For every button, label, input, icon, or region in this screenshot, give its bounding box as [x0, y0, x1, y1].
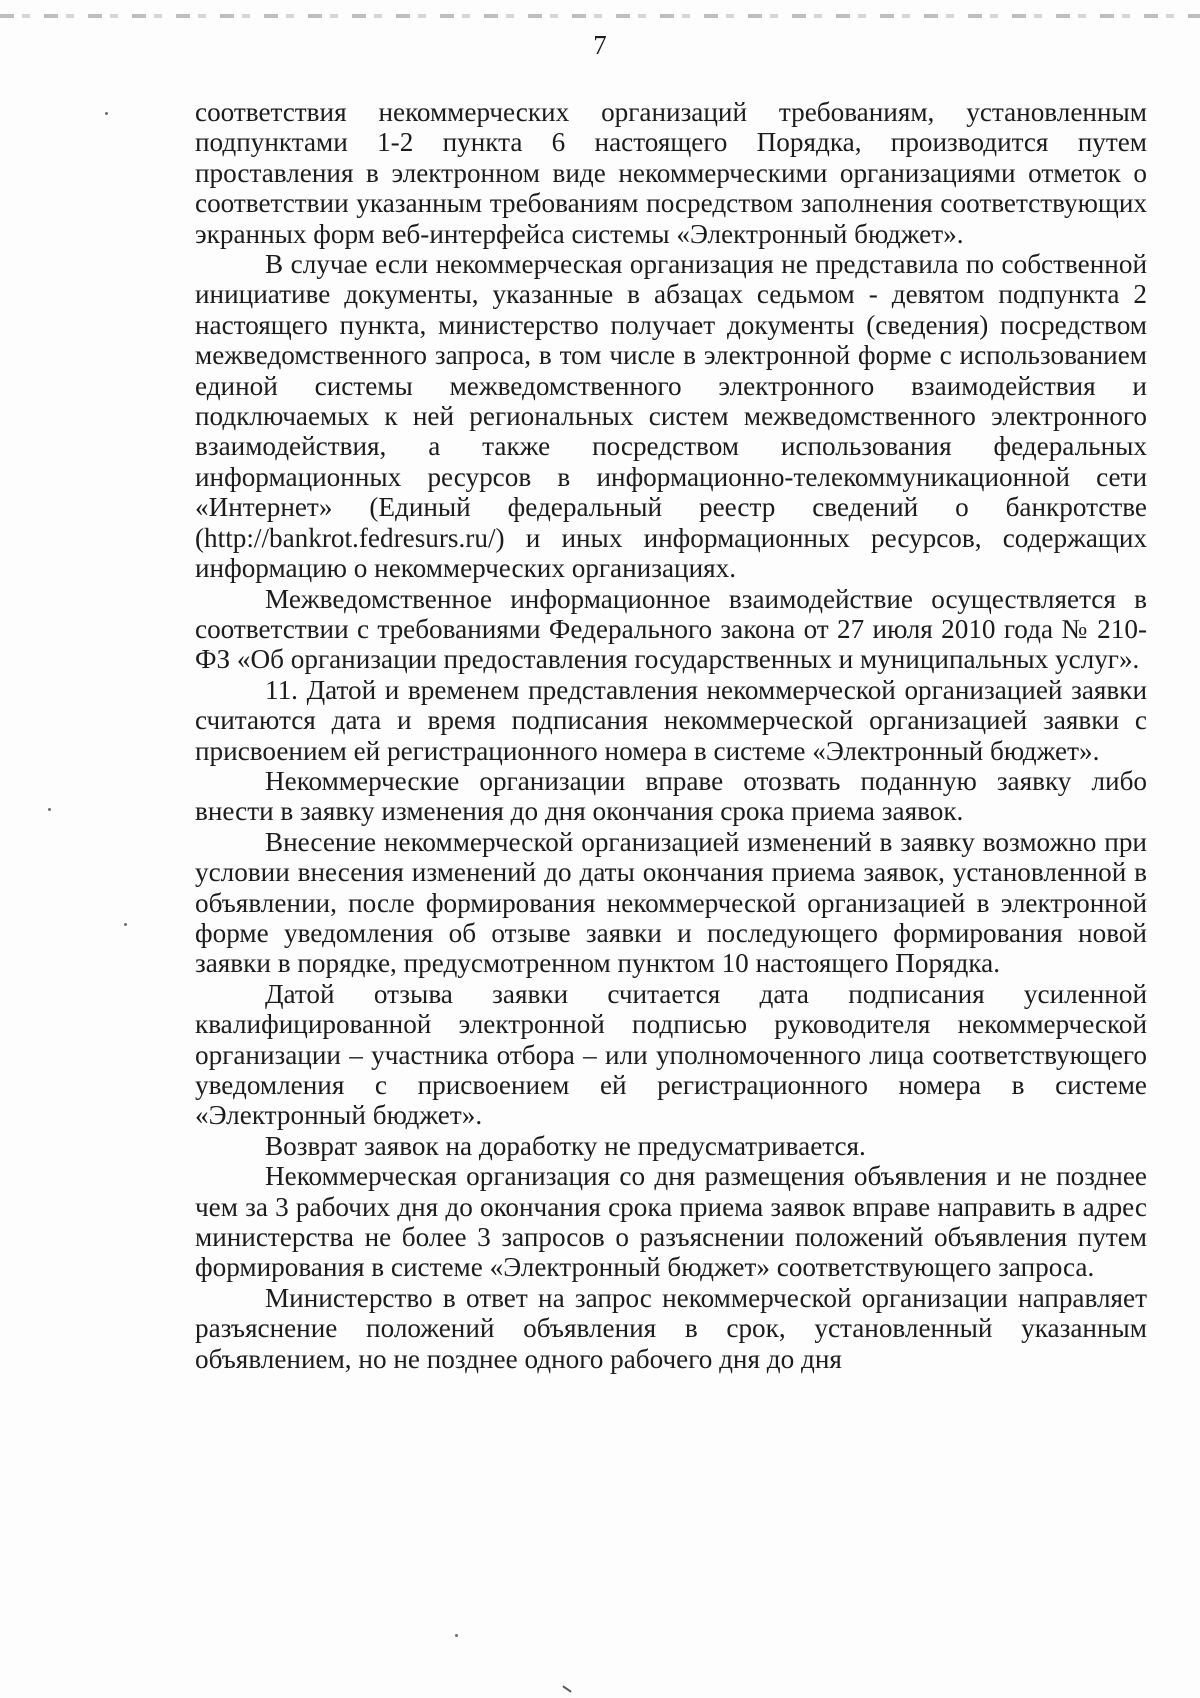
scan-speck	[105, 112, 108, 115]
paragraph-withdraw-date: Датой отзыва заявки считается дата подписания усиленной квалифицированной электронной подписью руководителя некоммерческой организации – участника отбора – или уполномоченного лица соответствующего уведомления с присвоением ей регистрационного номера в системе «Электронный бюджет».	[195, 978, 1147, 1131]
scan-speck	[455, 1634, 458, 1637]
scan-top-edge-artifact	[0, 14, 1200, 18]
scan-speck	[48, 808, 51, 811]
paragraph-no-return: Возврат заявок на доработку не предусматривается.	[265, 1130, 866, 1161]
paragraph-changes: Внесение некоммерческой организацией изменений в заявку возможно при условии внесения изменений до даты окончания приема заявок, установленной в объявлении, после формирования некоммерческой организацией в электронной форме уведомления об отзыве заявки и последующего формирования новой заявки в порядке, предусмотренном пунктом 10 настоящего Порядка.	[195, 826, 1147, 979]
document-body	[195, 97, 1147, 1374]
paragraph-continuation: соответствия некоммерческих организаций требованиям, установленным подпунктами 1-2 пункта 6 настоящего Порядка, производится путем проставления в электронном виде некоммерческими организациями отметок о соответствии указанным требованиям посредством заполнения соответствующих экранных форм веб-интерфейса системы «Электронный бюджет».	[195, 97, 1147, 249]
paragraph-interagency-interaction: Межведомственное информационное взаимодействие осуществляется в соответствии с требованиями Федерального закона от 27 июля 2010 года № 210-ФЗ «Об организации предоставления государственных и муниципальных услуг».	[195, 583, 1147, 675]
page-number: 7	[593, 30, 607, 60]
paragraph-item-11: 11. Датой и временем представления некоммерческой организацией заявки считаются дата и время подписания некоммерческой организацией заявки с присвоением ей регистрационного номера в системе «Электронный бюджет».	[195, 674, 1147, 766]
paragraph-clarification-request: Некоммерческая организация со дня размещения объявления и не позднее чем за 3 рабочих дня до окончания срока приема заявок вправе направить в адрес министерства не более 3 запросов о разъяснении положений объявления путем формирования в системе «Электронный бюджет» соответствующего запроса.	[195, 1161, 1147, 1283]
scan-speck	[124, 923, 127, 926]
paragraph-withdraw-right: Некоммерческие организации вправе отозвать поданную заявку либо внести в заявку изменения до дня окончания срока приема заявок.	[195, 765, 1147, 827]
paragraph-ministry-response: Министерство в ответ на запрос некоммерческой организации направляет разъяснение положений объявления в срок, установленный указанным объявлением, но не позднее одного рабочего дня до дня	[195, 1282, 1147, 1374]
scan-mark	[562, 1685, 571, 1692]
paragraph-interagency-request: В случае если некоммерческая организация не представила по собственной инициативе документы, указанные в абзацах седьмом - девятом подпункта 2 настоящего пункта, министерство получает документы (сведения) посредством межведомственного запроса, в том числе в электронной форме с использованием единой системы межведомственного электронного взаимодействия и подключаемых к ней региональных систем межведомственного электронного взаимодействия, а также посредством использования федеральных информационных ресурсов в информационно-телекоммуникационной сети «Интернет» (Единый федеральный реестр сведений о банкротстве (http://bankrot.fedresurs.ru/) и иных информационных ресурсов, содержащих информацию о некоммерческих организациях.	[195, 249, 1147, 584]
